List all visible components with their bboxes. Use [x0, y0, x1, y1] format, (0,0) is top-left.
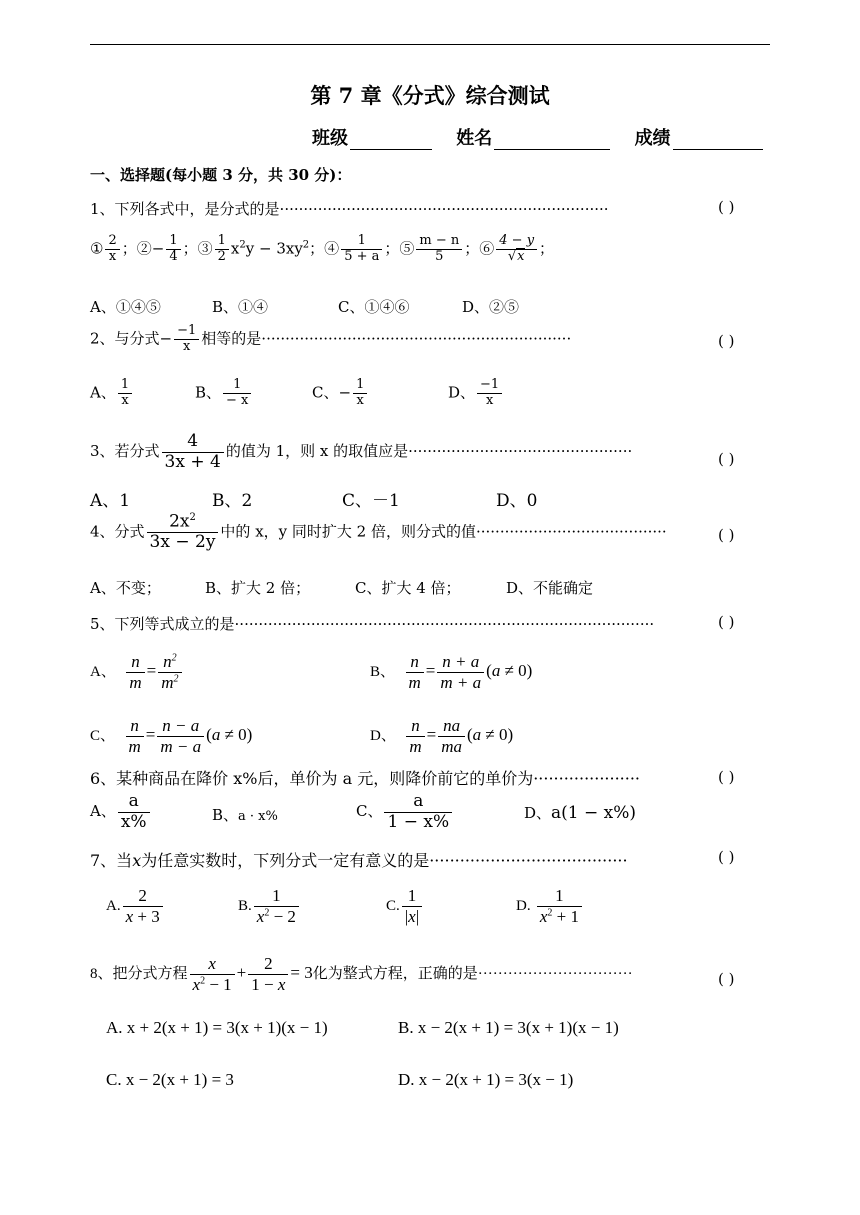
q1-answer-paren[interactable]: ( ) — [718, 198, 735, 216]
q2-stem: 2、与分式− $\frac{-1}{x}$ 相等的是································································· — [90, 324, 572, 354]
q6-option-c[interactable]: C、 $\frac{a}{1 - x\%}$ — [356, 792, 454, 832]
q8-answer-paren[interactable]: ( ) — [718, 970, 735, 988]
q4-answer-paren[interactable]: ( ) — [718, 526, 735, 544]
q2-option-a[interactable]: A、 $\frac{1}{x}$ — [90, 378, 134, 409]
q3-stem: 3、若分式 $\frac{4}{3x + 4}$ 的值为 1，则 x 的取值应是··············································· — [90, 432, 633, 472]
q5-option-a[interactable]: A、 $\frac{n}{m}$ = $\frac{n^2}{m^2}$ — [90, 652, 184, 692]
q4-option-b[interactable]: B、扩大 2 倍； — [205, 579, 311, 597]
q8-stem: 8、把分式方程 $\frac{x}{x^2 - 1}$ + $\frac{2}{1 - x}$ = 3化为整式方程，正确的是······························· — [90, 954, 633, 994]
q6-answer-paren[interactable]: ( ) — [718, 768, 735, 786]
q6-option-d[interactable]: D、a(1 − x%) — [524, 803, 637, 823]
q4-stem: 4、分式 $\frac{2x^2}{3x - 2y}$ 中的 x，y 同时扩大 2 倍，则分式的值········································ — [90, 512, 667, 553]
q4-option-d[interactable]: D、不能确定 — [506, 579, 594, 597]
q8-option-b[interactable]: B. x − 2(x + 1) = 3(x + 1)(x − 1) — [398, 1018, 619, 1037]
q4-option-a[interactable]: A、不变； — [90, 579, 161, 597]
score-label: 成绩 — [634, 128, 671, 149]
page-title: 第 7 章《分式》综合测试 — [310, 83, 550, 108]
q7-stem: 7、当x为任意实数时，下列分式一定有意义的是······································· — [90, 851, 628, 870]
section-heading: 一、选择题(每小题 3 分，共 30 分)： — [90, 166, 352, 184]
q3-option-b[interactable]: B、2 — [212, 491, 253, 511]
score-blank[interactable] — [673, 131, 763, 150]
q7-option-c[interactable]: C. $\frac{1}{|x|}$ — [386, 886, 424, 926]
q3-option-a[interactable]: A、1 — [90, 491, 131, 511]
class-blank[interactable] — [350, 131, 432, 150]
q5-option-d[interactable]: D、 $\frac{n}{m}$ = $\frac{na}{ma}$ (a ≠ 0) — [370, 716, 514, 756]
q6-stem: 6、某种商品在降价 x%后，单价为 a 元，则降价前它的单价为····················· — [90, 769, 641, 788]
q1-stem: 1、下列各式中，是分式的是····································································· — [90, 200, 609, 218]
q1-option-b[interactable]: B、①④ — [212, 298, 269, 316]
q4-option-c[interactable]: C、扩大 4 倍； — [355, 579, 461, 597]
q7-option-d[interactable]: D. $\frac{1}{x^2 + 1}$ — [516, 886, 584, 926]
q2-answer-paren[interactable]: ( ) — [718, 332, 735, 350]
q2-option-b[interactable]: B、 $\frac{1}{- x}$ — [195, 378, 253, 409]
q5-option-b[interactable]: B、 $\frac{n}{m}$ = $\frac{n + a}{m + a}$ (a ≠ 0) — [370, 652, 533, 692]
q8-option-a[interactable]: A. x + 2(x + 1) = 3(x + 1)(x − 1) — [106, 1018, 328, 1037]
q2-option-c[interactable]: C、− $\frac{1}{x}$ — [312, 378, 369, 409]
header-rule — [90, 44, 770, 45]
q7-option-a[interactable]: A. $\frac{2}{x + 3}$ — [106, 886, 165, 926]
q3-option-c[interactable]: C、－1 — [342, 491, 400, 511]
q7-answer-paren[interactable]: ( ) — [718, 848, 735, 866]
q1-option-c[interactable]: C、①④⑥ — [338, 298, 410, 316]
q6-option-a[interactable]: A、 $\frac{a}{x\%}$ — [90, 792, 152, 832]
q5-stem: 5、下列等式成立的是························································································ — [90, 615, 655, 633]
q2-option-d[interactable]: D、 $\frac{-1}{x}$ — [448, 378, 504, 409]
q1-expressions: ① $\frac{2}{x}$ ；②− $\frac{1}{4}$ ；③ $\frac{1}{2}$ $x^2y - 3xy^2$；④ $\frac{1}{5 + a}$ ；⑤ $\frac{m - n}{5}$ ；⑥ $\frac{4 - y}{√x}$ ； — [90, 233, 555, 264]
q7-option-b[interactable]: B. $\frac{1}{x^2 - 2}$ — [238, 886, 301, 926]
name-blank[interactable] — [494, 131, 610, 150]
q1-option-a[interactable]: A、①④⑤ — [90, 298, 161, 316]
name-label: 姓名 — [456, 128, 493, 149]
q1-option-d[interactable]: D、②⑤ — [462, 298, 520, 316]
student-info-row — [312, 124, 763, 150]
q8-option-c[interactable]: C. x − 2(x + 1) = 3 — [106, 1070, 234, 1089]
q6-option-b[interactable]: B、a · x% — [212, 806, 278, 824]
class-label: 班级 — [312, 128, 348, 149]
q5-option-c[interactable]: C、 $\frac{n}{m}$ = $\frac{n - a}{m - a}$ (a ≠ 0) — [90, 716, 253, 756]
q5-answer-paren[interactable]: ( ) — [718, 613, 735, 631]
q3-answer-paren[interactable]: ( ) — [718, 450, 735, 468]
q8-option-d[interactable]: D. x − 2(x + 1) = 3(x − 1) — [398, 1070, 574, 1089]
q3-option-d[interactable]: D、0 — [496, 491, 538, 511]
